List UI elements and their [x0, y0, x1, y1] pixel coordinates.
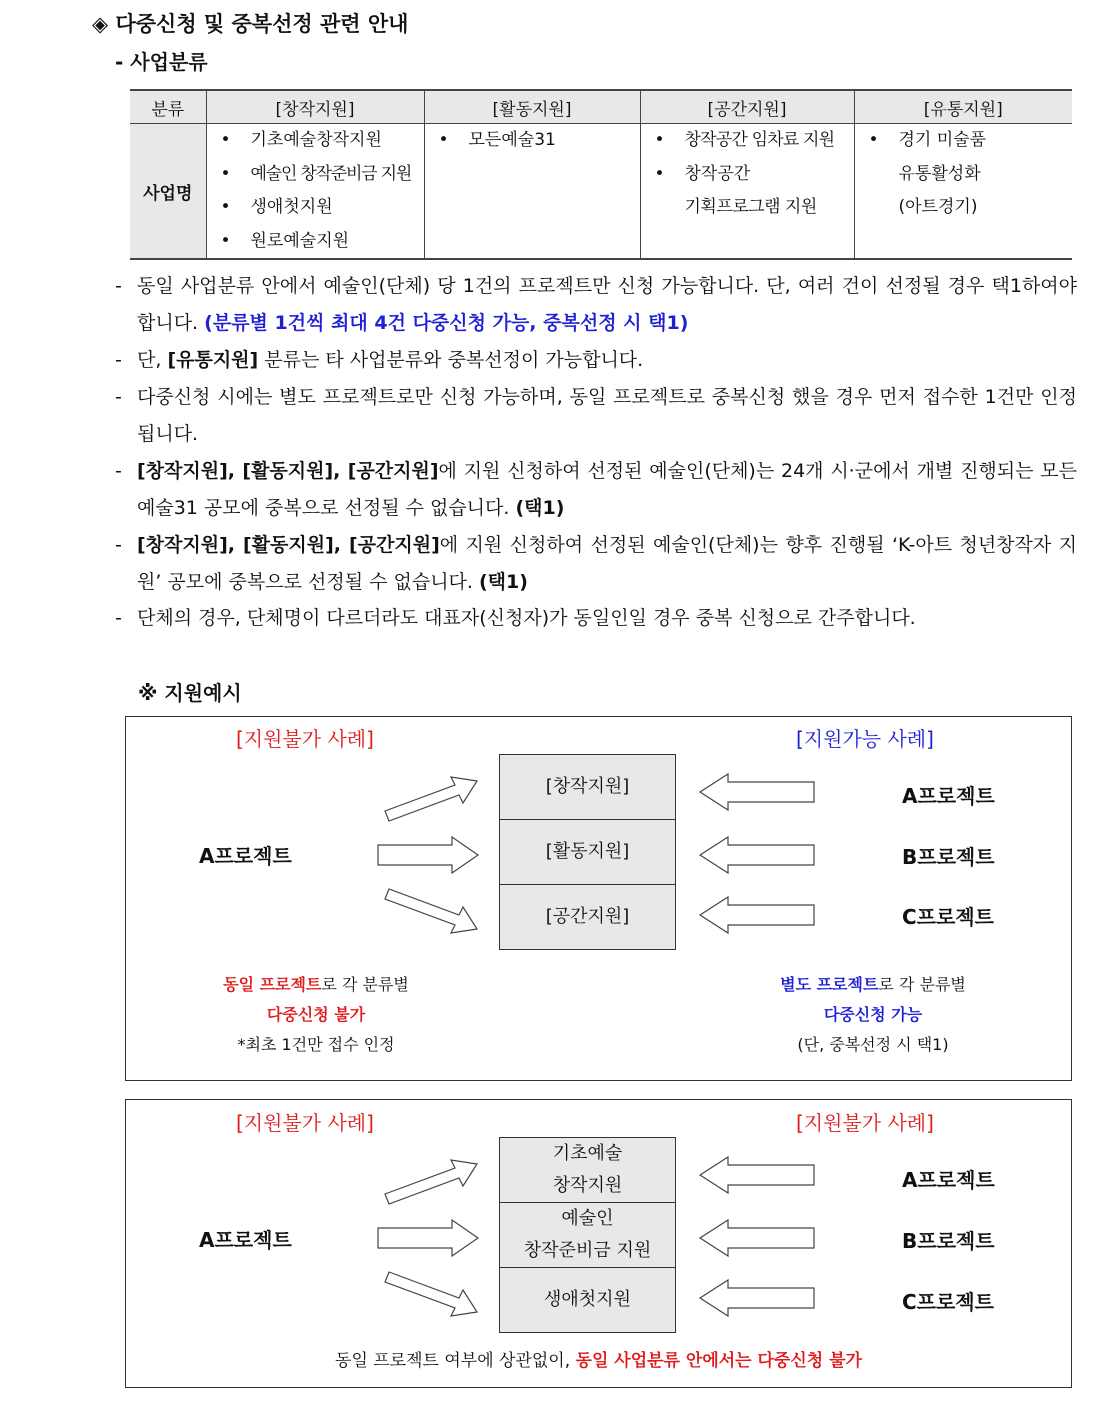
left-arrow-icon: [698, 1278, 816, 1318]
panel1-cell-creation: [창작지원]: [499, 754, 676, 820]
right-arrow-icon: [381, 885, 481, 945]
left-arrow-icon: [698, 1218, 816, 1258]
right-arrow-icon: [381, 765, 481, 825]
panel2-left-header: [지원불가 사례]: [236, 1111, 374, 1135]
panel2-left-project: A프로젝트: [199, 1228, 292, 1252]
list-item: • 원로예술지원: [220, 230, 350, 251]
panel2-cell-artist-prep: 예술인 창작준비금 지원: [499, 1202, 676, 1268]
note-single-project: - 동일 사업분류 안에서 예술인(단체) 당 1건의 프로젝트만 신청 가능합니다. 단, 여러 건이 선정될 경우 택1하여야 합니다. (분류별 1건씩 최대 4건 다중신청 가능, 중복선정 시 택1): [115, 275, 1077, 334]
table-cell-space: [640, 124, 854, 260]
right-arrow-icon: [376, 835, 486, 875]
list-item: • 예술인 창작준비금 지원: [220, 163, 412, 184]
panel1-left-project: A프로젝트: [199, 844, 292, 868]
panel1-left-caption: 동일 프로젝트로 각 분류별 다중신청 불가 *최초 1건만 접수 인정: [223, 975, 409, 1054]
example-panel-1: [125, 716, 1072, 1081]
table-header-space: [공간지원]: [640, 90, 854, 124]
table-header-activity: [활동지원]: [424, 90, 640, 124]
note-distribution: - 단, [유통지원] 분류는 타 사업분류와 중복선정이 가능합니다.: [115, 349, 644, 371]
panel2-right-header: [지원불가 사례]: [796, 1111, 934, 1135]
panel2-caption: 동일 프로젝트 여부에 상관없이, 동일 사업분류 안에서는 다중신청 불가: [335, 1351, 862, 1371]
note-organization: - 단체의 경우, 단체명이 다르더라도 대표자(신청자)가 동일인일 경우 중복 신청으로 간주합니다.: [115, 607, 916, 629]
list-item: • 창작공간 임차료 지원: [654, 130, 835, 150]
note-separate-project: - 다중신청 시에는 별도 프로젝트로만 신청 가능하며, 동일 프로젝트로 중복신청 했을 경우 먼저 접수한 1건만 인정됩니다.: [115, 386, 1077, 445]
table-cell-distribution: [854, 124, 1072, 260]
right-arrow-icon: [376, 1218, 486, 1258]
table-header-distribution: [유통지원]: [854, 90, 1072, 124]
panel1-left-header: [지원불가 사례]: [236, 727, 374, 751]
panel1-right-project-a: A프로젝트: [902, 784, 995, 808]
page-title: ◈ 다중신청 및 중복선정 관련 안내: [92, 12, 409, 36]
list-item: (아트경기): [898, 197, 978, 217]
panel1-cell-space: [공간지원]: [499, 884, 676, 950]
panel2-right-project-b: B프로젝트: [902, 1229, 995, 1253]
right-arrow-icon: [381, 1268, 481, 1328]
left-arrow-icon: [698, 772, 816, 812]
example-title: ※ 지원예시: [138, 681, 242, 705]
category-table: [130, 89, 1072, 260]
table-header-creation: [창작지원]: [206, 90, 424, 124]
list-item: • 모든예술31: [438, 130, 556, 150]
left-arrow-icon: [698, 1155, 816, 1195]
right-arrow-icon: [381, 1148, 481, 1208]
panel1-cell-activity: [활동지원]: [499, 819, 676, 885]
panel1-right-project-c: C프로젝트: [902, 905, 994, 929]
section-subtitle: - 사업분류: [115, 50, 208, 74]
list-item: • 생애첫지원: [220, 197, 333, 217]
panel2-right-project-c: C프로젝트: [902, 1290, 994, 1314]
list-item: • 창작공간: [654, 163, 751, 184]
panel2-right-project-a: A프로젝트: [902, 1168, 995, 1192]
list-item: • 기초예술창작지원: [220, 130, 382, 150]
table-cell-activity: [424, 124, 640, 260]
example-panel-2: [125, 1099, 1072, 1388]
panel2-cell-first-support: 생애첫지원: [499, 1267, 676, 1333]
left-arrow-icon: [698, 835, 816, 875]
panel2-cell-basic-arts: 기초예술 창작지원: [499, 1137, 676, 1203]
panel1-right-header: [지원가능 사례]: [796, 727, 934, 751]
list-item: 기획프로그램 지원: [684, 197, 817, 217]
note-k-art: - [창작지원], [활동지원], [공간지원]에 지원 신청하여 선정된 예술인(단체)는 향후 진행될 ‘K-아트 청년창작자 지원’ 공모에 중복으로 선정될 수 없습니다. (택1): [115, 534, 1078, 593]
list-item: 유통활성화: [898, 163, 981, 184]
table-header-category: 분류: [130, 90, 206, 124]
panel1-right-project-b: B프로젝트: [902, 845, 995, 869]
list-item: • 경기 미술품: [868, 130, 987, 150]
note-all-arts-31: - [창작지원], [활동지원], [공간지원]에 지원 신청하여 선정된 예술인(단체)는 24개 시·군에서 개별 진행되는 모든예술31 공모에 중복으로 선정될 수 없습니다. (택1): [115, 460, 1077, 519]
table-cell-creation: [206, 124, 424, 260]
panel1-right-caption: 별도 프로젝트로 각 분류별 다중신청 가능 (단, 중복선정 시 택1): [780, 975, 966, 1054]
table-row-label: 사업명: [130, 124, 206, 260]
left-arrow-icon: [698, 895, 816, 935]
